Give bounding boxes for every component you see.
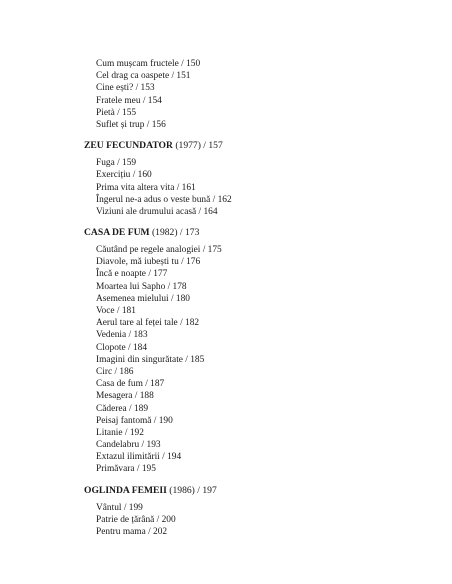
- section-heading-title: ZEU FECUNDATOR: [84, 140, 173, 152]
- toc-section-oglinda-femeii: [84, 484, 414, 539]
- toc-entry: Îngerul ne-a adus o veste bună / 162: [96, 194, 232, 205]
- toc-entry: Exercițiu / 160: [96, 170, 152, 181]
- toc-entry: Cine ești? / 153: [96, 83, 155, 94]
- toc-entry: Încă e noapte / 177: [96, 269, 168, 280]
- toc-entry: Moartea lui Sapho / 178: [96, 281, 187, 292]
- toc-entry: Casa de fum / 187: [96, 379, 165, 390]
- section-heading: [84, 139, 414, 153]
- section-heading: [84, 226, 414, 240]
- toc-entry: Peisaj fantomă / 190: [96, 415, 173, 426]
- section-heading-page: (1977) / 157: [172, 140, 223, 152]
- toc-entry: Primăvara / 195: [96, 464, 156, 475]
- toc-entry: Căderea / 189: [96, 403, 149, 414]
- toc-entry: Cum mușcam fructele / 150: [96, 59, 201, 69]
- toc-entry: Voce / 181: [96, 306, 136, 316]
- toc-entry: Diavole, mă iubești tu / 176: [96, 257, 201, 268]
- toc-entry: Vântul / 199: [96, 502, 143, 513]
- toc-entry: Fratele meu / 154: [96, 95, 162, 106]
- section-heading-page: (1982) / 173: [149, 227, 200, 239]
- toc-section-casa-de-fum: [84, 226, 414, 476]
- toc-entry: Vedenia / 183: [96, 330, 148, 341]
- toc-section-continued: [84, 58, 414, 131]
- section-heading-page: (1986) / 197: [166, 484, 217, 496]
- toc-entry: Pietà / 155: [96, 107, 137, 118]
- section-heading-title: CASA DE FUM: [84, 227, 150, 239]
- toc-entry: Pentru mama / 202: [96, 527, 168, 537]
- table-of-contents: [84, 58, 414, 538]
- toc-entry: Litanie / 192: [96, 427, 144, 438]
- toc-entry: Căutând pe regele analogiei / 175: [96, 245, 222, 256]
- toc-entry: Extazul ilimitării / 194: [96, 452, 182, 463]
- toc-entry: Asemenea mielului / 180: [96, 293, 190, 304]
- toc-section-zeu-fecundator: [84, 139, 414, 218]
- toc-entry: Circ / 186: [96, 366, 134, 377]
- toc-entry: Suflet și trup / 156: [96, 119, 166, 130]
- toc-entry: Imagini din singurătate / 185: [96, 354, 205, 365]
- toc-entry: Mesagera / 188: [96, 391, 154, 402]
- toc-entry: Candelabru / 193: [96, 440, 161, 451]
- section-heading-title: OGLINDA FEMEII: [84, 484, 167, 496]
- toc-entry: Patrie de țărână / 200: [96, 514, 176, 525]
- toc-entry: Viziuni ale drumului acasă / 164: [96, 206, 218, 217]
- section-heading: [84, 484, 414, 498]
- toc-entry: Prima vita altera vita / 161: [96, 182, 196, 193]
- toc-entry: Cel drag ca oaspete / 151: [96, 71, 191, 82]
- toc-entry: Fuga / 159: [96, 158, 137, 169]
- toc-entry: Clopote / 184: [96, 342, 148, 353]
- toc-entry: Aerul tare al feței tale / 182: [96, 318, 200, 329]
